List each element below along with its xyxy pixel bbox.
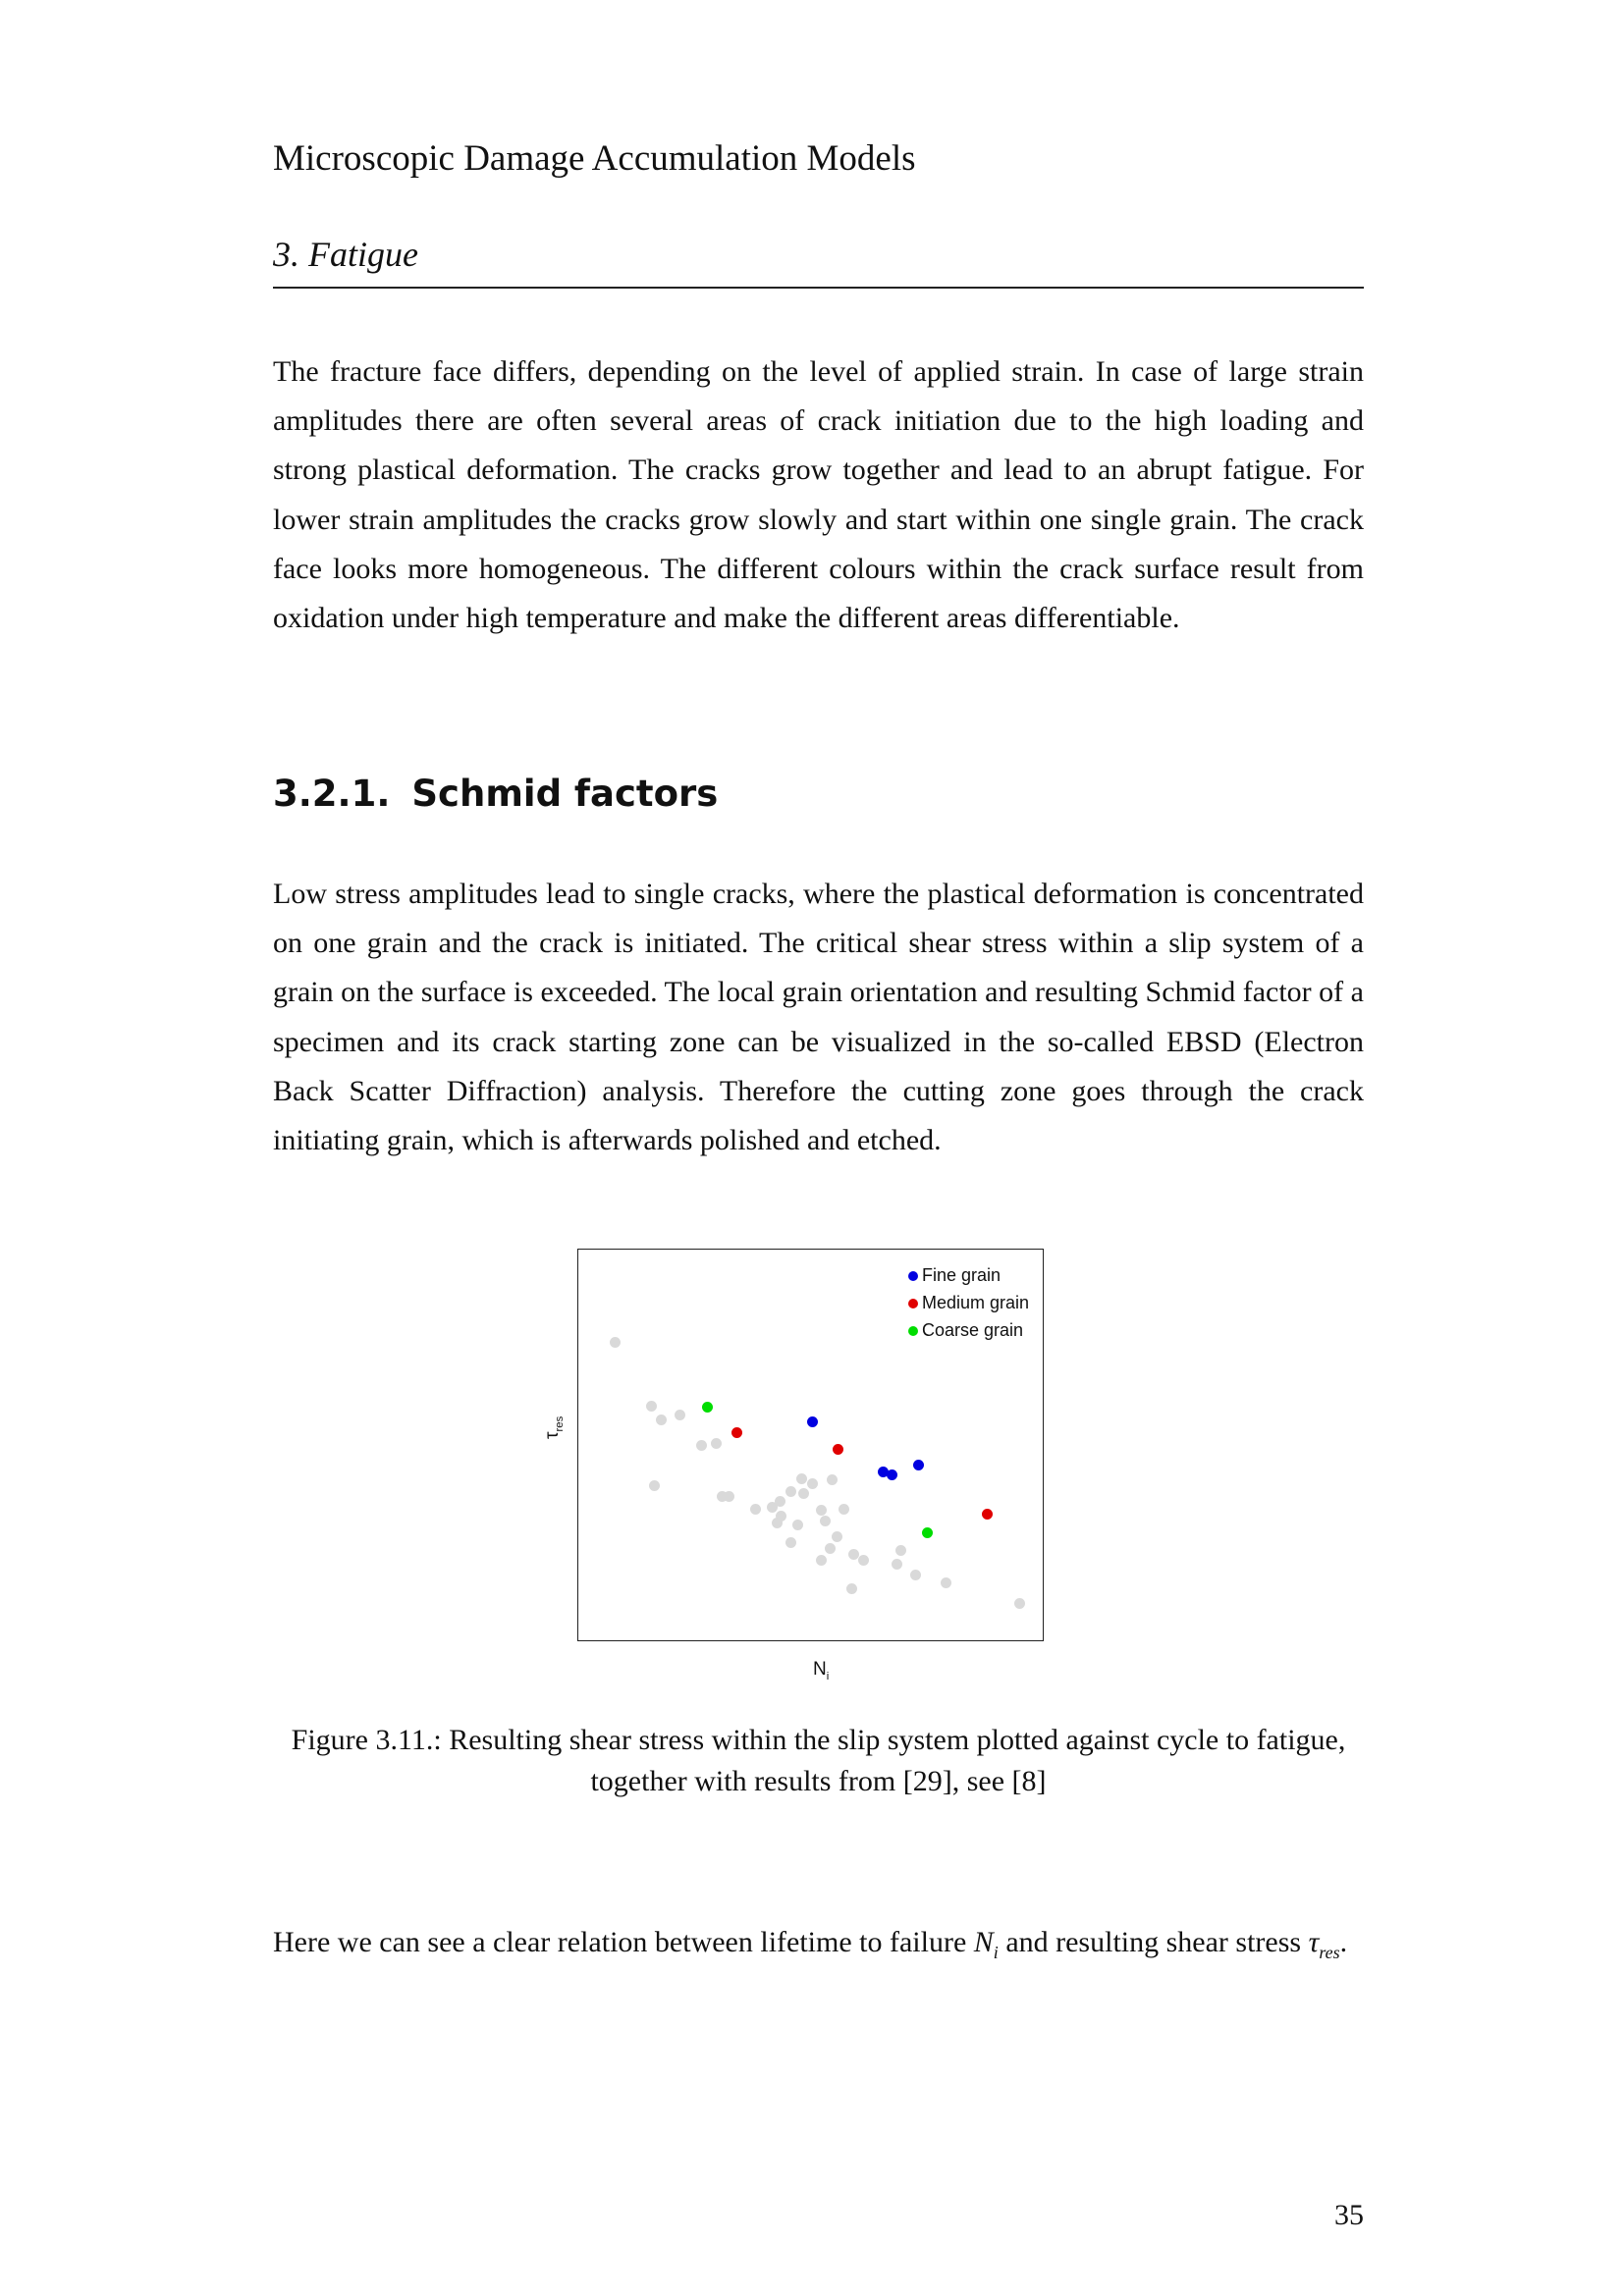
legend-label: Coarse grain: [921, 1320, 1024, 1340]
x-axis-label: [813, 1659, 829, 1682]
math-n-i: [973, 1926, 999, 1962]
section-number: 3.2.1.: [273, 773, 391, 815]
text: Here we can see a clear relation between lifetime to failure: [273, 1926, 974, 1958]
data-point-medium-grain: [833, 1444, 843, 1455]
data-point-other-results: [941, 1577, 951, 1588]
data-point-other-results: [750, 1504, 761, 1515]
data-point-other-results: [827, 1474, 838, 1485]
data-point-other-results: [846, 1583, 857, 1594]
y-axis-label-sub: res: [553, 1415, 566, 1432]
data-point-other-results: [858, 1555, 869, 1566]
chapter-header: 3. Fatigue: [273, 235, 418, 274]
legend-marker: [908, 1326, 918, 1336]
y-axis-label-text: τ: [542, 1431, 563, 1439]
data-point-coarse-grain: [702, 1402, 713, 1413]
data-point-other-results: [785, 1537, 796, 1548]
math-subscript: i: [993, 1943, 999, 1962]
chart-legend: [908, 1261, 1029, 1344]
text: and resulting shear stress: [998, 1926, 1309, 1958]
x-axis-label-sub: i: [826, 1670, 830, 1682]
data-point-other-results: [807, 1478, 818, 1489]
legend-item-fine-grain: [908, 1261, 1029, 1289]
data-point-other-results: [724, 1491, 734, 1502]
data-point-other-results: [816, 1505, 827, 1516]
data-point-other-results: [796, 1473, 807, 1484]
data-point-other-results: [646, 1401, 657, 1412]
data-point-other-results: [785, 1486, 796, 1497]
legend-marker: [908, 1299, 918, 1308]
header-rule: [273, 287, 1364, 289]
data-point-other-results: [832, 1531, 842, 1542]
data-point-coarse-grain: [922, 1527, 933, 1538]
data-point-other-results: [910, 1570, 921, 1580]
data-point-other-results: [649, 1480, 660, 1491]
data-point-other-results: [711, 1438, 722, 1449]
paragraph-schmid: Low stress amplitudes lead to single cracks, where the plastical deformation is concentrated on one grain and the crack is initiated. The critical shear stress within a slip system of a grain on the surface is exceeded. The local grain orientation and resulting Schmid factor of a specimen and its crack starting zone can be visualized in the so-called EBSD (Electron Back Scatter Diffraction) analysis. Therefore the cutting zone goes through the crack initiating grain, which is afterwards polished and etched.: [273, 878, 1364, 1157]
paragraph-fracture-face: The fracture face differs, depending on the level of applied strain. In case of large strain amplitudes there are often several areas of crack initiation due to the high loading and strong plastical deformation. The cracks grow together and lead to an abrupt fatigue. For lower strain amplitudes the cracks grow slowly and start within one single grain. The crack face looks more homogeneous. The different colours within the crack surface result from oxidation under high temperature and make the different areas differentiable.: [273, 355, 1364, 635]
data-point-other-results: [798, 1488, 809, 1499]
data-point-other-results: [895, 1545, 906, 1556]
data-point-fine-grain: [887, 1469, 897, 1480]
legend-label: Fine grain: [921, 1265, 1001, 1285]
data-point-fine-grain: [807, 1416, 818, 1427]
legend-item-medium-grain: [908, 1289, 1029, 1316]
math-symbol: τ: [1308, 1926, 1320, 1958]
page-number: 35: [1334, 2199, 1364, 2231]
data-point-other-results: [696, 1440, 707, 1451]
scatter-plot: [577, 1249, 1044, 1641]
x-axis-label-text: N: [813, 1659, 827, 1680]
legend-marker: [908, 1271, 918, 1281]
legend-item-coarse-grain: [908, 1316, 1029, 1344]
section-heading: [273, 773, 718, 815]
paragraph-relation: [273, 1918, 1364, 1977]
text: .: [1339, 1926, 1348, 1958]
data-point-other-results: [772, 1518, 783, 1528]
y-axis-label: [542, 1416, 566, 1439]
data-point-other-results: [775, 1496, 785, 1507]
section-title: Schmid factors: [411, 773, 719, 815]
data-point-medium-grain: [731, 1427, 742, 1438]
data-point-other-results: [656, 1415, 667, 1425]
data-point-other-results: [610, 1337, 621, 1348]
data-point-other-results: [820, 1516, 831, 1526]
data-point-other-results: [839, 1504, 849, 1515]
data-point-medium-grain: [982, 1509, 993, 1520]
data-point-other-results: [1014, 1598, 1025, 1609]
data-point-other-results: [792, 1520, 803, 1530]
legend-label: Medium grain: [921, 1293, 1029, 1312]
math-symbol: N: [973, 1926, 994, 1958]
math-tau-res: [1308, 1926, 1340, 1962]
data-point-other-results: [816, 1555, 827, 1566]
running-header: Microscopic Damage Accumulation Models: [273, 138, 916, 179]
figure-caption: Figure 3.11.: Resulting shear stress within the slip system plotted against cycle to fatigue, together with results from [29], see [8]: [291, 1724, 1346, 1797]
data-point-other-results: [675, 1410, 685, 1420]
data-point-other-results: [825, 1543, 836, 1554]
math-subscript: res: [1319, 1943, 1340, 1962]
data-point-fine-grain: [913, 1460, 924, 1470]
data-point-other-results: [892, 1559, 902, 1570]
